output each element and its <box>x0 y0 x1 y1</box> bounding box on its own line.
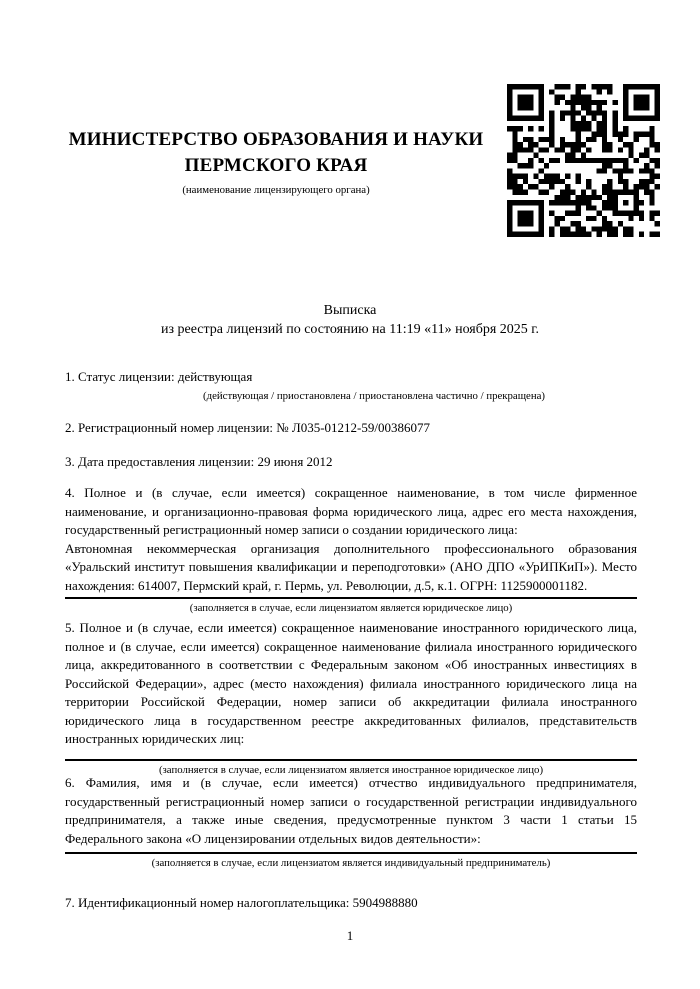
license-number-section <box>65 419 637 438</box>
page-number: 1 <box>346 928 354 943</box>
license-status-caption: (действующая / приостановлена / приостановлена частично / прекращена) <box>203 389 545 402</box>
doc-subtitle: из реестра лицензий по состоянию на 11:19 «11» ноября 2025 г. <box>161 322 539 337</box>
ministry-header <box>65 127 487 197</box>
foreign-entity-section <box>65 619 637 777</box>
legal-entity-caption: (заполняется в случае, если лицензиатом является юридическое лицо) <box>189 602 513 614</box>
license-number-line: 2. Регистрационный номер лицензии: № Л035-01212-59/00386077 <box>65 420 431 435</box>
entrepreneur-caption: (заполняется в случае, если лицензиатом является индивидуальный предприниматель) <box>151 857 551 869</box>
license-date-line: 3. Дата предоставления лицензии: 29 июня 2012 <box>65 454 333 469</box>
separator-line <box>65 597 637 599</box>
foreign-entity-caption: (заполняется в случае, если лицензиатом является иностранное юридическое лицо) <box>158 763 544 776</box>
foreign-entity-heading: 5. Полное и (в случае, если имеется) сокращенное наименование иностранного юридического лица, полное и (в случае, если имеется) сокращенное наименование филиала иностранного юридического лица, аккредитованного в соответствии с Федеральным законом «Об иностранных инвестициях в Российской Федерации», адрес (место нахождения) филиала иностранного юридического лица на территории Российской Федерации, номер записи об аккредитации филиала иностранного юридического лица в государственном реестре аккредитованных филиалов, представительств иностранных юридических лиц: <box>65 620 637 746</box>
inn-section <box>65 894 637 913</box>
license-date-section <box>65 453 637 472</box>
doc-title: Выписка <box>323 303 377 318</box>
legal-entity-heading: 4. Полное и (в случае, если имеется) сокращенное наименование, в том числе фирменное наименование, и организационно-правовая форма юридического лица, адрес его места нахождения, государственный регистрационный номер записи о создании юридического лица: <box>65 485 637 537</box>
inn-line: 7. Идентификационный номер налогоплательщика: 5904988880 <box>65 895 418 910</box>
entrepreneur-heading: 6. Фамилия, имя и (в случае, если имеется) отчество индивидуального предпринимателя, государственный регистрационный номер записи о государственной регистрации индивидуального предпринимателя, а также иные сведения, предусмотренные пунктом 3 части 1 статьи 15 Федерального закона «О лицензировании отдельных видов деятельности»: <box>65 775 637 846</box>
legal-entity-section <box>65 484 637 615</box>
legal-entity-value: Автономная некоммерческая организация дополнительного профессионального образования «Уральский институт повышения квалификации и переподготовки» (АНО ДПО «УрИПКиП»). Место нахождения: 614007, Пермский край, г. Пермь, ул. Революции, д.5, к.1. ОГРН: 1125900001182. <box>65 540 637 593</box>
separator-line <box>65 852 637 854</box>
ministry-caption: (наименование лицензирующего органа) <box>182 184 370 196</box>
license-status-section <box>65 368 637 403</box>
license-status-line: 1. Статус лицензии: действующая <box>65 369 253 384</box>
entrepreneur-section <box>65 774 637 870</box>
ministry-name-line1: МИНИСТЕРСТВО ОБРАЗОВАНИЯ И НАУКИ <box>68 129 484 150</box>
separator-line <box>65 759 637 761</box>
ministry-name-line2: ПЕРМСКОГО КРАЯ <box>184 155 368 176</box>
doc-title-block <box>0 301 700 339</box>
qr-code-icon <box>507 84 660 237</box>
